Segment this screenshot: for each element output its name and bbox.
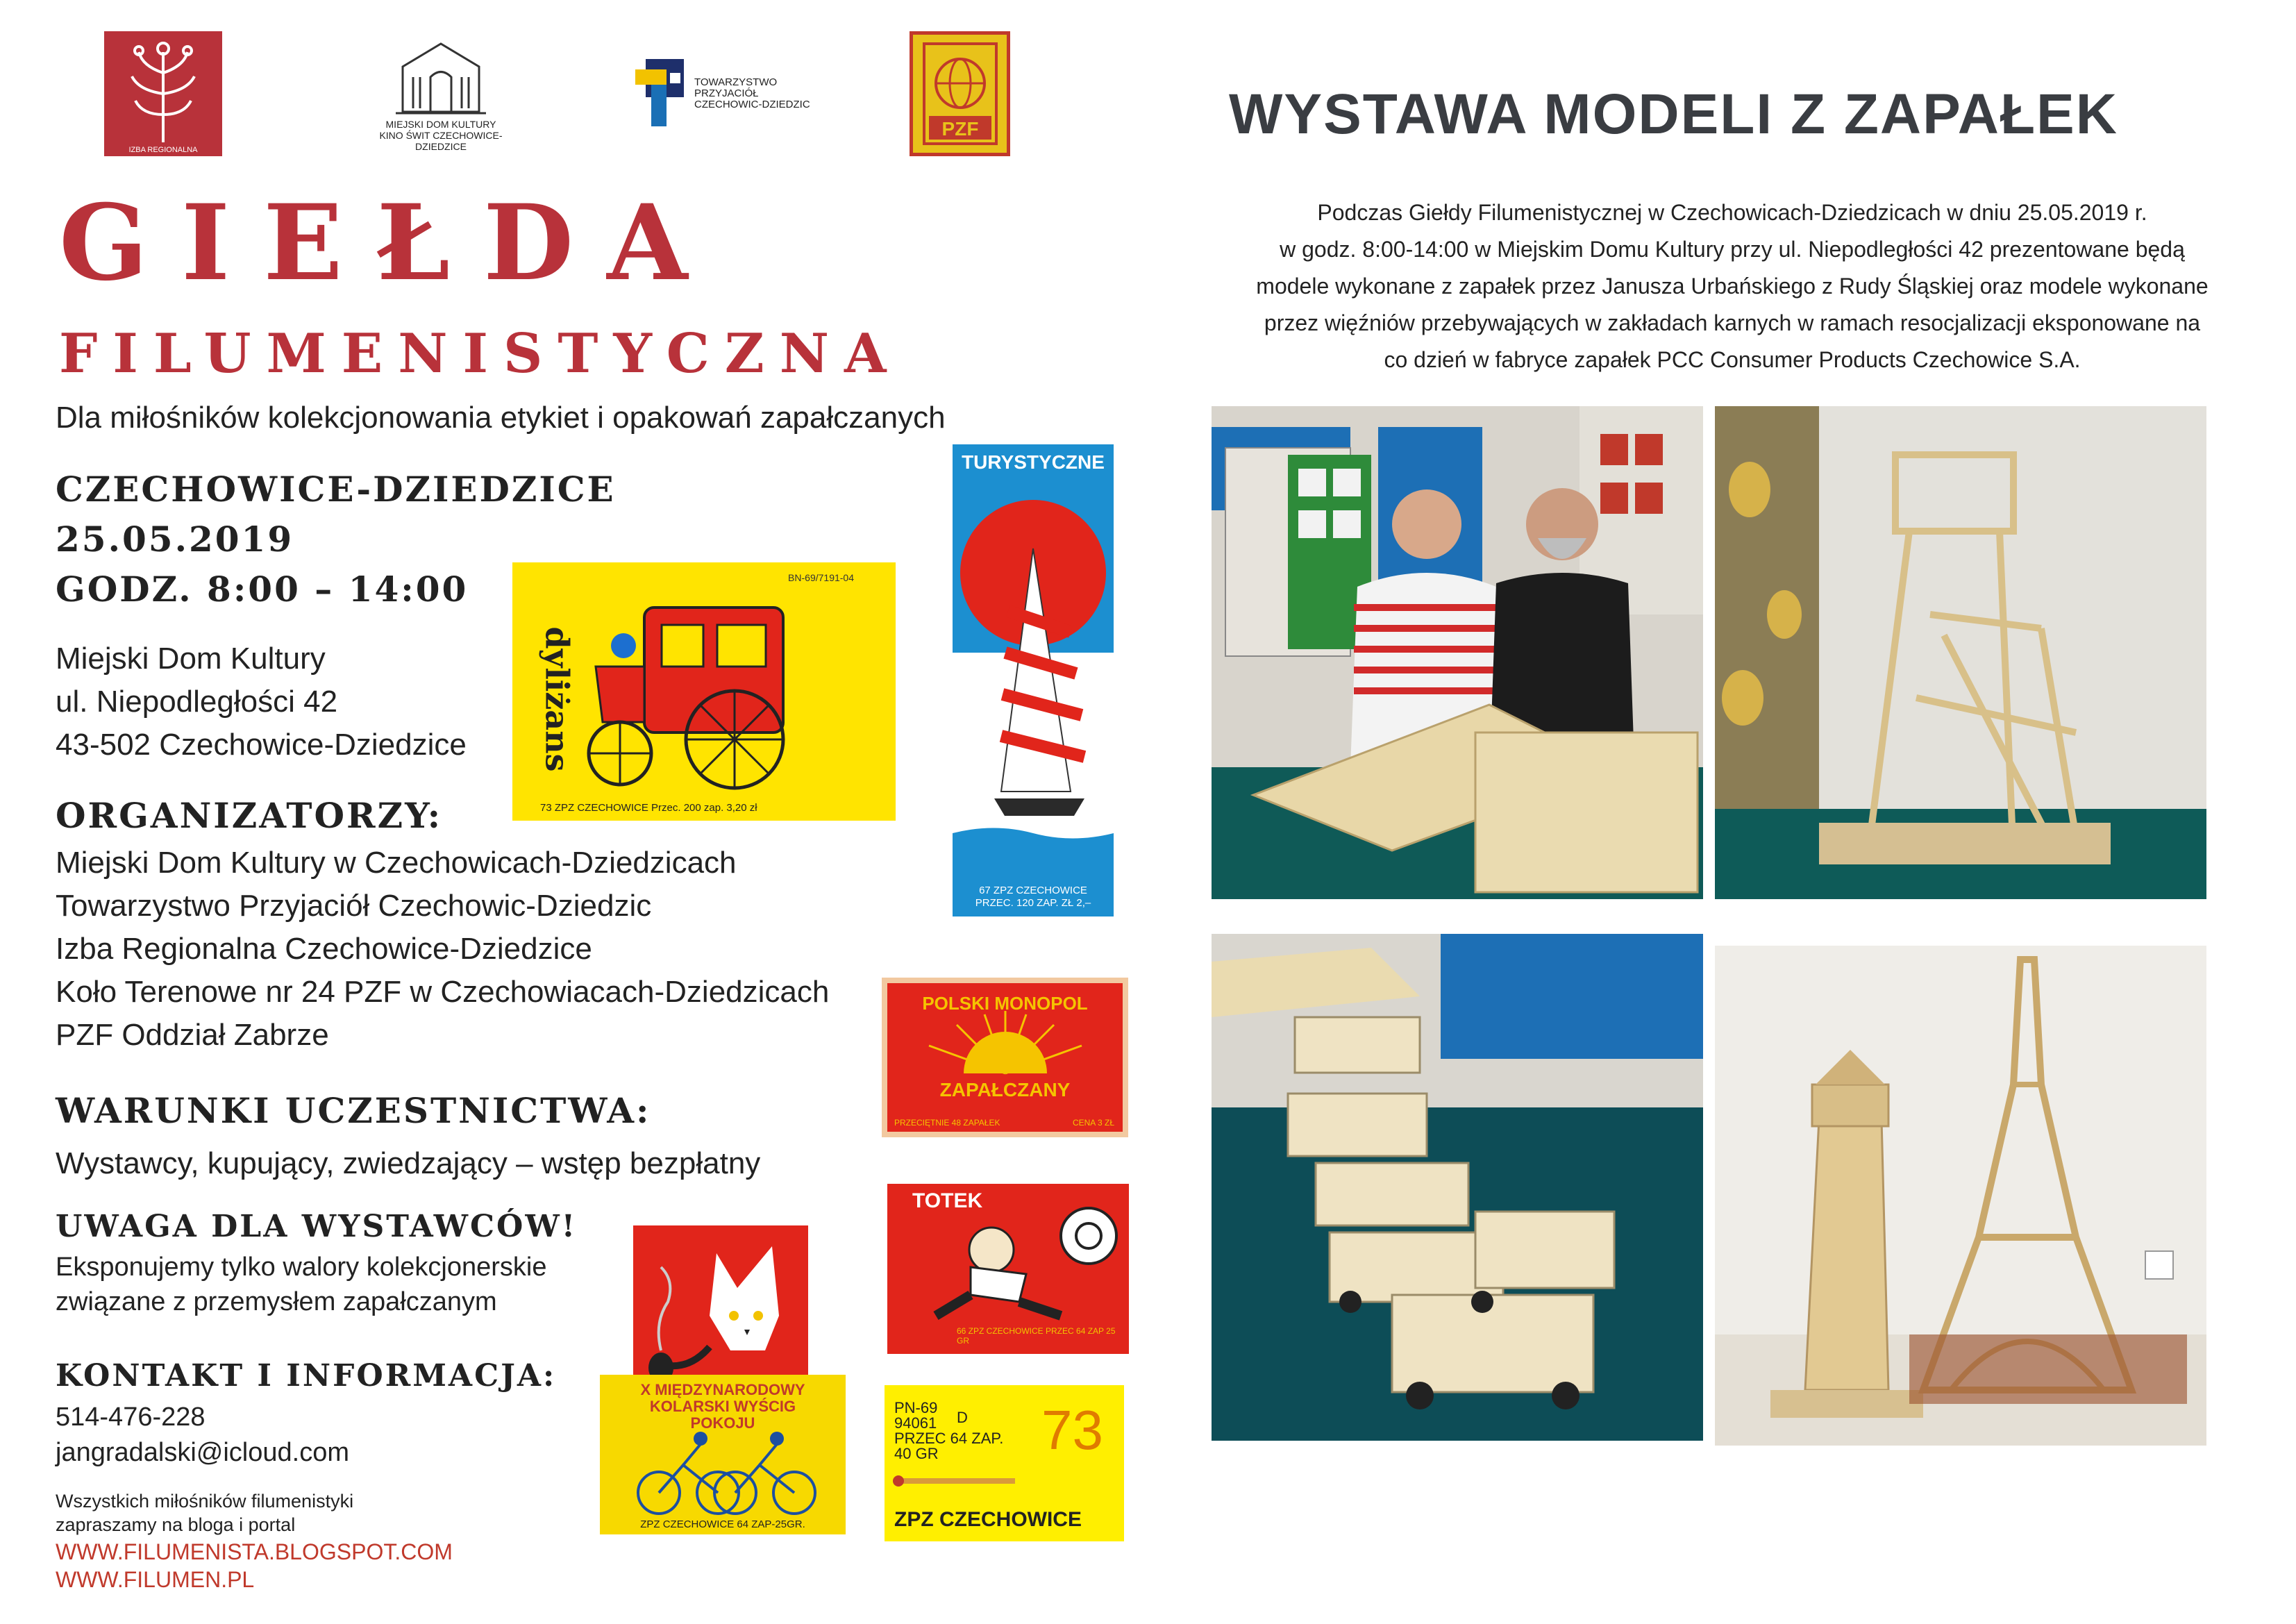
conditions-heading: WARUNKI UCZESTNICTWA:	[56, 1090, 651, 1131]
paragraph-line: co dzień w fabryce zapałek PCC Consumer Products Czechowice S.A.	[1384, 347, 2081, 372]
address-block	[56, 637, 467, 767]
organizer-item: PZF Oddział Zabrze	[56, 1018, 329, 1052]
svg-text:IZBA REGIONALNA: IZBA REGIONALNA	[128, 146, 198, 154]
label-wyscig-footer: ZPZ CZECHOWICE 64 ZAP-25GR.	[640, 1518, 805, 1530]
label-dylizans-code: BN-69/7191-04	[788, 572, 854, 583]
invite-text	[56, 1489, 353, 1537]
photo-exhibitors	[1212, 406, 1703, 899]
mdk-logo-text: MIEJSKI DOM KULTURY KINO ŚWIT CZECHOWICE-DZIEDZICE	[379, 119, 503, 152]
invite-line: Wszystkich miłośników filumenistyki	[56, 1491, 354, 1512]
blog-link[interactable]: WWW.FILUMENISTA.BLOGSPOT.COM	[56, 1539, 453, 1564]
label-zpz73-line: PRZEC 64 ZAP.	[894, 1430, 1004, 1447]
invite-line: zapraszamy na bloga i portal	[56, 1514, 296, 1535]
label-monopol-word: ZAPAŁCZANY	[939, 1079, 1071, 1100]
event-city: CZECHOWICE-DZIEDZICE	[56, 469, 616, 510]
notice-line: związane z przemysłem zapałczanym	[56, 1287, 497, 1316]
label-dylizans-footer: 73 ZPZ CZECHOWICE Przec. 200 zap. 3,20 zł	[540, 802, 757, 814]
label-wyscig	[600, 1375, 846, 1534]
label-wyscig-line: X MIĘDZYNARODOWY	[640, 1381, 805, 1398]
organizer-item: Towarzystwo Przyjaciół Czechowic-Dziedzic	[56, 889, 652, 923]
notice-text	[56, 1250, 547, 1319]
tpcd-logo-text: TOWARZYSTWO PRZYJACIÓŁ CZECHOWIC-DZIEDZIC	[694, 76, 810, 110]
label-dylizans-word: dyliżans	[538, 626, 576, 772]
label-zpz73-d: D	[957, 1409, 968, 1426]
mdk-logo	[375, 31, 507, 156]
label-zpz73-footer: ZPZ CZECHOWICE	[894, 1508, 1082, 1531]
label-zpz73-number: 73	[1041, 1399, 1103, 1461]
matchstick-icon	[897, 1478, 1015, 1484]
conditions-text: Wystawcy, kupujący, zwiedzający – wstęp bezpłatny	[56, 1146, 761, 1180]
label-wyscig-line: POKOJU	[690, 1414, 755, 1432]
label-zpz73-lines	[894, 1400, 1003, 1462]
label-wyscig-line: KOLARSKI WYŚCIG	[649, 1398, 796, 1415]
label-zpz73-line: PN-69	[894, 1399, 938, 1416]
label-monopol	[882, 978, 1128, 1137]
event-date: 25.05.2019	[56, 519, 294, 560]
links-block	[56, 1538, 453, 1593]
address-line: 43-502 Czechowice-Dziedzice	[56, 728, 467, 762]
label-totek	[887, 1184, 1129, 1354]
label-zpz73-line: 40 GR	[894, 1445, 939, 1462]
label-totek-footer: 66 ZPZ CZECHOWICE PRZEC 64 ZAP 25 GR	[957, 1326, 1116, 1346]
organizers-list	[56, 842, 829, 1057]
label-monopol-right: CENA 3 ZŁ	[1072, 1118, 1114, 1128]
exhibition-paragraph	[1208, 194, 2256, 378]
label-totek-title: TOTEK	[912, 1189, 983, 1212]
paragraph-line: w godz. 8:00-14:00 w Miejskim Domu Kultury przy ul. Niepodległości 42 prezentowane będą	[1280, 237, 2185, 262]
organizer-item: Izba Regionalna Czechowice-Dziedzice	[56, 932, 592, 966]
label-zpz73-line: 94061	[894, 1414, 937, 1432]
email-address[interactable]: jangradalski@icloud.com	[56, 1438, 349, 1467]
label-zpz73	[885, 1385, 1124, 1541]
phone-number: 514-476-228	[56, 1403, 206, 1432]
svg-text:PZF: PZF	[941, 118, 978, 140]
address-line: ul. Niepodległości 42	[56, 685, 338, 719]
photo-tower-model	[1715, 406, 2206, 899]
contact-heading: KONTAKT I INFORMACJA:	[56, 1358, 557, 1393]
pzf-logo	[910, 31, 1010, 156]
label-turystyczne	[953, 444, 1114, 916]
notice-heading: UWAGA DLA WYSTAWCÓW!	[56, 1209, 578, 1244]
paragraph-line: przez więźniów przebywających w zakładach karnych w ramach resocjalizacji eksponowane na	[1264, 310, 2201, 335]
event-time: GODZ. 8:00 – 14:00	[56, 569, 469, 610]
portal-link[interactable]: WWW.FILUMEN.PL	[56, 1567, 255, 1592]
page-title: GIEŁDA	[59, 182, 721, 304]
exhibition-title: WYSTAWA MODELI Z ZAPAŁEK	[1229, 83, 2118, 146]
photo-lighthouse-eiffel	[1715, 946, 2206, 1446]
notice-line: Eksponujemy tylko walory kolekcjonerskie	[56, 1253, 547, 1282]
paragraph-line: modele wykonane z zapałek przez Janusza Urbańskiego z Rudy Śląskiej oraz modele wykonane	[1256, 274, 2209, 299]
organizers-heading: ORGANIZATORZY:	[56, 795, 443, 836]
label-dylizans	[512, 562, 896, 821]
photo-vehicle-models	[1212, 934, 1703, 1441]
page-subtitle: FILUMENISTYCZNA	[59, 322, 902, 385]
tagline: Dla miłośników kolekcjonowania etykiet i opakowań zapałczanych	[56, 401, 946, 435]
label-turystyczne-title: TURYSTYCZNE	[962, 451, 1105, 473]
label-monopol-title: POLSKI MONOPOL	[922, 993, 1088, 1014]
tpcd-logo	[628, 52, 823, 135]
izba-regionalna-logo	[104, 31, 222, 156]
label-monopol-left: PRZECIĘTNIE 48 ZAPAŁEK	[894, 1118, 1000, 1128]
paragraph-line: Podczas Giełdy Filumenistycznej w Czechowicach-Dziedzicach w dniu 25.05.2019 r.	[1317, 200, 2147, 225]
organizer-item: Miejski Dom Kultury w Czechowicach-Dziedzicach	[56, 846, 737, 880]
label-turystyczne-footer: 67 ZPZ CZECHOWICE PRZEC. 120 ZAP. ZŁ 2,–	[975, 885, 1091, 909]
organizer-item: Koło Terenowe nr 24 PZF w Czechowiacach-Dziedzicach	[56, 975, 830, 1009]
address-line: Miejski Dom Kultury	[56, 642, 326, 676]
